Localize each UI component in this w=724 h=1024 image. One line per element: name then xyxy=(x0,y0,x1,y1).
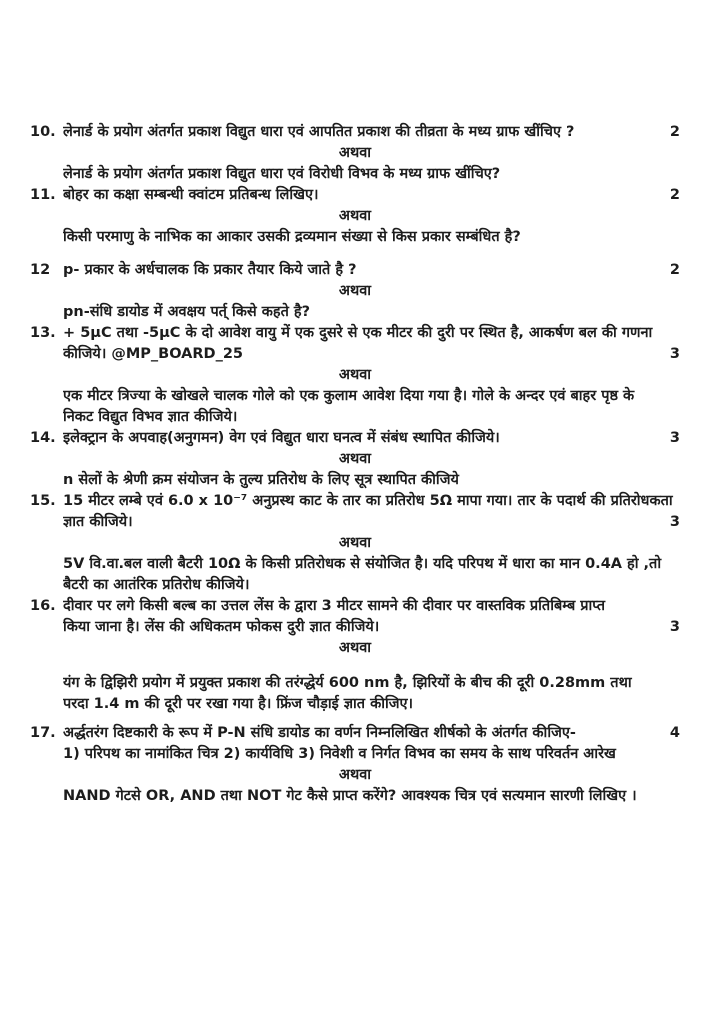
question-17 xyxy=(30,723,680,807)
spacer xyxy=(30,715,680,723)
alternative-line xyxy=(30,673,680,694)
marks-value: 3 xyxy=(669,346,680,362)
marks-value: 2 xyxy=(669,262,680,278)
question-text: दीवार पर लगे किसी बल्ब का उत्तल लेंस के द्वारा 3 मीटर सामने की दीवार पर वास्तविक प्रतिबिम्ब प्राप्त xyxy=(63,598,606,614)
or-divider xyxy=(30,449,680,470)
or-divider-label: अथवा xyxy=(338,535,372,551)
alternative-line xyxy=(30,227,680,248)
alternative-text: यंग के द्विझिरी प्रयोग में प्रयुक्त प्रकाश की तरंग्द्धेर्य 600 nm है, झिरियों के बीच की दूरी 0.28mm तथा xyxy=(63,675,632,691)
marks-value: 4 xyxy=(669,725,680,741)
question-line xyxy=(30,596,680,617)
question-number: 10. xyxy=(30,124,56,140)
or-divider-label: अथवा xyxy=(338,767,372,783)
question-text: p- प्रकार के अर्धचालक कि प्रकार तैयार किये जाते है ? xyxy=(63,262,357,278)
alternative-text: निकट विद्युत विभव ज्ञात कीजिये। xyxy=(63,409,238,425)
alternative-line xyxy=(30,786,680,807)
question-number: 16. xyxy=(30,598,56,614)
question-11 xyxy=(30,185,680,248)
alternative-line xyxy=(30,386,680,407)
alternative-text: बैटरी का आतंरिक प्रतिरोध कीजिये। xyxy=(63,577,250,593)
question-line xyxy=(30,323,680,344)
marks-value: 3 xyxy=(669,619,680,635)
or-divider-label: अथवा xyxy=(338,208,372,224)
question-line xyxy=(30,185,680,206)
alternative-text: किसी परमाणु के नाभिक का आकार उसकी द्रव्यमान संख्या से किस प्रकार सम्बंधित है? xyxy=(63,229,521,245)
question-text: लेनार्ड के प्रयोग अंतर्गत प्रकाश विद्युत धारा एवं आपतित प्रकाश की तीव्रता के मध्य ग्राफ खींचिए ? xyxy=(63,124,575,140)
question-continuation-line xyxy=(30,512,680,533)
question-number: 11. xyxy=(30,187,56,203)
or-divider-label: अथवा xyxy=(338,640,372,656)
question-number: 14. xyxy=(30,430,56,446)
alternative-text: pn-संधि डायोड में अवक्षय पर्त् किसे कहते है? xyxy=(63,304,310,320)
alternative-line xyxy=(30,164,680,185)
question-text: कीजिये। @MP_BOARD_25 xyxy=(63,346,244,362)
question-subparts-text: 1) परिपथ का नामांकित चित्र 2) कार्यविधि 3) निवेशी व निर्गत विभव का समय के साथ परिवर्तन आरेख xyxy=(63,746,616,762)
or-divider xyxy=(30,206,680,227)
or-divider xyxy=(30,365,680,386)
question-13 xyxy=(30,323,680,428)
alternative-text: NAND गेटसे OR, AND तथा NOT गेट कैसे प्राप्त करेंगे? आवश्यक चित्र एवं सत्यमान सारणी लिखिए । xyxy=(63,788,637,804)
alternative-continuation-line xyxy=(30,694,680,715)
question-text: अर्द्धतरंग दिष्टकारी के रूप में P-N संधि डायोड का वर्णन निम्नलिखित शीर्षको के अंतर्गत कीजिए- xyxy=(63,725,576,741)
question-text: इलेक्ट्रान के अपवाह(अनुगमन) वेग एवं विद्युत धारा घनत्व में संबंध स्थापित कीजिये। xyxy=(63,430,500,446)
alternative-line xyxy=(30,470,680,491)
marks-value: 2 xyxy=(669,187,680,203)
question-number: 12 xyxy=(30,262,51,278)
or-divider-label: अथवा xyxy=(338,283,372,299)
spacer xyxy=(30,659,680,673)
or-divider xyxy=(30,638,680,659)
or-divider-label: अथवा xyxy=(338,145,372,161)
question-subparts-line xyxy=(30,744,680,765)
marks-value: 2 xyxy=(669,124,680,140)
spacer xyxy=(30,248,680,260)
or-divider xyxy=(30,765,680,786)
question-continuation-line xyxy=(30,617,680,638)
question-15 xyxy=(30,491,680,596)
question-text: ज्ञात कीजिये। xyxy=(63,514,133,530)
question-line xyxy=(30,122,680,143)
question-number: 17. xyxy=(30,725,56,741)
question-16 xyxy=(30,596,680,715)
alternative-text: n सेलों के श्रेणी क्रम संयोजन के तुल्य प्रतिरोध के लिए सूत्र स्थापित कीजिये xyxy=(63,472,459,488)
or-divider-label: अथवा xyxy=(338,367,372,383)
question-line xyxy=(30,260,680,281)
question-10 xyxy=(30,122,680,185)
question-line xyxy=(30,723,680,744)
or-divider-label: अथवा xyxy=(338,451,372,467)
question-12 xyxy=(30,260,680,323)
or-divider xyxy=(30,143,680,164)
or-divider xyxy=(30,533,680,554)
alternative-text: एक मीटर त्रिज्या के खोखले चालक गोले को एक कुलाम आवेश दिया गया है। गोले के अन्दर एवं बाहर पृष्ठ के xyxy=(63,388,635,404)
question-14 xyxy=(30,428,680,491)
question-text: 15 मीटर लम्बे एवं 6.0 x 10⁻⁷ अनुप्रस्थ काट के तार का प्रतिरोध 5Ω मापा गया। तार के पदार्थ की प्रतिरोधकता xyxy=(63,493,673,509)
alternative-continuation-line xyxy=(30,575,680,596)
question-continuation-line xyxy=(30,344,680,365)
marks-value: 3 xyxy=(669,430,680,446)
alternative-continuation-line xyxy=(30,407,680,428)
question-text: किया जाना है। लेंस की अधिकतम फोकस दुरी ज्ञात कीजिये। xyxy=(63,619,380,635)
question-number: 13. xyxy=(30,325,56,341)
question-line xyxy=(30,491,680,512)
or-divider xyxy=(30,281,680,302)
question-number: 15. xyxy=(30,493,56,509)
alternative-line xyxy=(30,554,680,575)
question-line xyxy=(30,428,680,449)
alternative-text: 5V वि.वा.बल वाली बैटरी 10Ω के किसी प्रतिरोधक से संयोजित है। यदि परिपथ में धारा का मान 0.4A हो ,तो xyxy=(63,556,662,572)
alternative-text: लेनार्ड के प्रयोग अंतर्गत प्रकाश विद्युत धारा एवं विरोधी विभव के मध्य ग्राफ खींचिए? xyxy=(63,166,501,182)
question-text: + 5µC तथा -5µC के दो आवेश वायु में एक दुसरे से एक मीटर की दुरी पर स्थित है, आकर्षण बल की गणना xyxy=(63,325,653,341)
alternative-text: परदा 1.4 m की दूरी पर रखा गया है। फ्रिंज चौड़ाई ज्ञात कीजिए। xyxy=(63,696,414,712)
question-text: बोहर का कक्षा सम्बन्धी क्वांटम प्रतिबन्ध लिखिए। xyxy=(63,187,319,203)
marks-value: 3 xyxy=(669,514,680,530)
alternative-line xyxy=(30,302,680,323)
